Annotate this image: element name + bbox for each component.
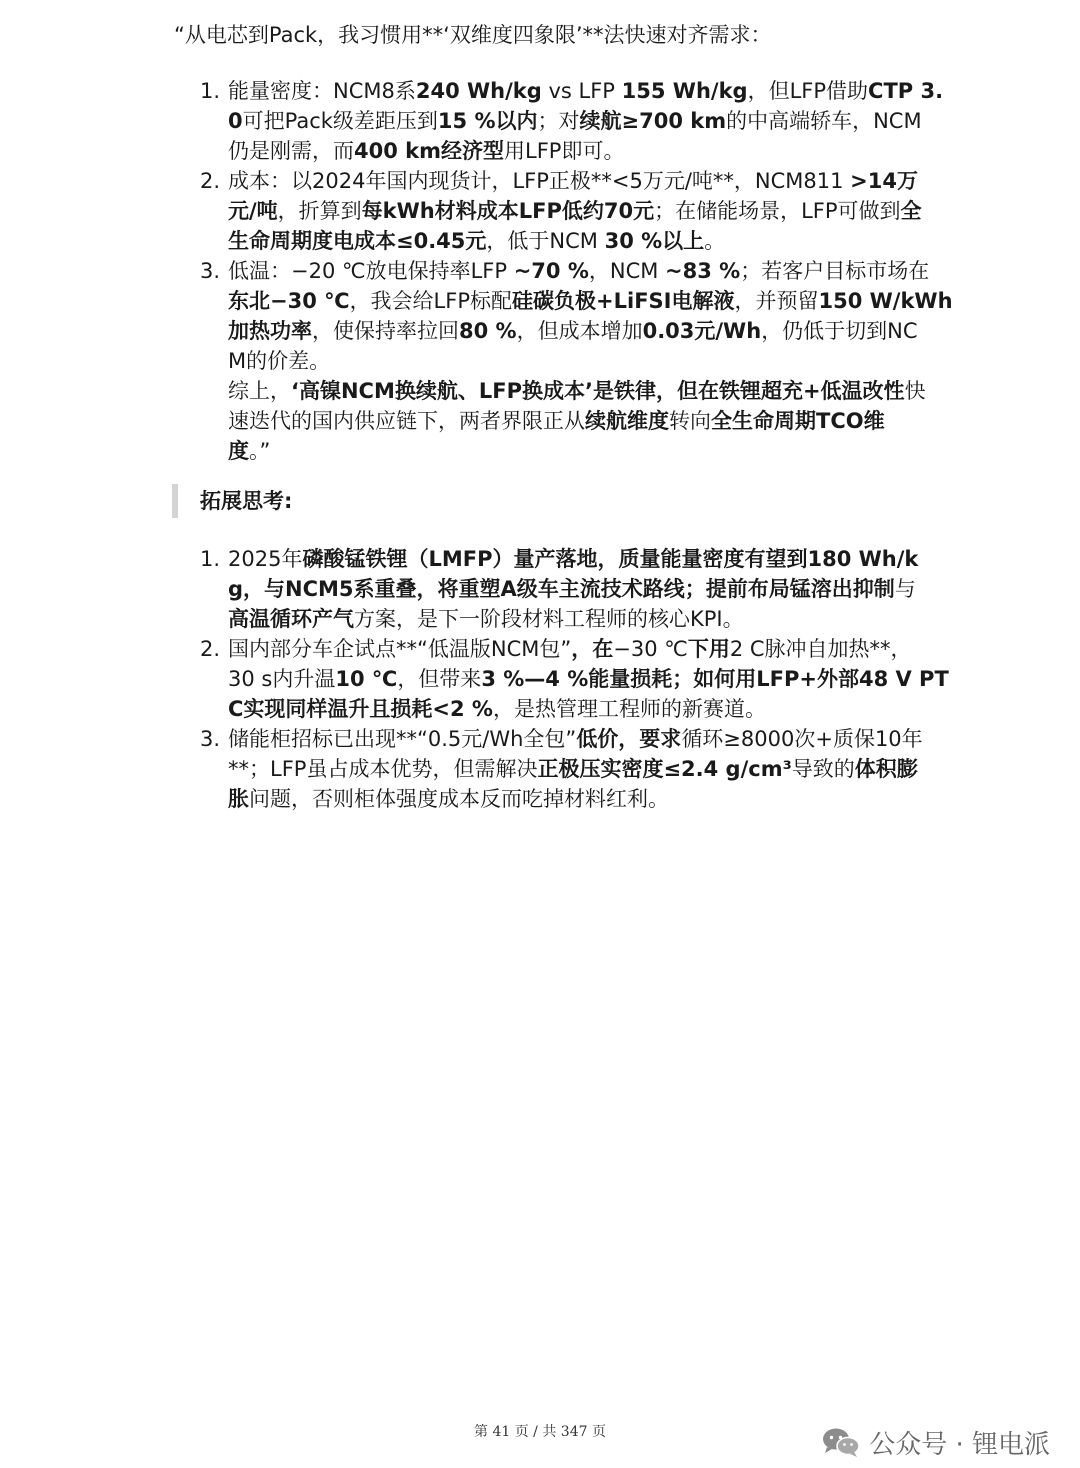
text-run: 低温：−20 ℃放电保持率LFP bbox=[228, 259, 514, 283]
bold-text: CTP 3. bbox=[868, 79, 944, 103]
text-run: −30 ℃ bbox=[613, 637, 688, 661]
text-run: ，折算到 bbox=[277, 199, 362, 223]
bold-text: g，与NCM5系重叠，将重塑A级车主流技术路线；提前布局锰溶出抑制 bbox=[228, 577, 895, 601]
list-item bbox=[200, 544, 940, 634]
text-line bbox=[228, 316, 940, 346]
text-run: ，仍低于切到NC bbox=[761, 319, 918, 343]
text-run: 仍是刚需，而 bbox=[228, 139, 354, 163]
section-heading: 拓展思考: bbox=[172, 484, 292, 518]
bold-text: 高温循环产气 bbox=[228, 607, 354, 631]
text-line bbox=[228, 136, 940, 166]
list-item-number: 1. bbox=[200, 79, 221, 103]
bold-text: 胀 bbox=[228, 787, 249, 811]
bold-text: 正极压实密度≤2.4 g/cm³ bbox=[537, 757, 792, 781]
extended-thinking-list bbox=[200, 544, 949, 814]
text-line bbox=[228, 196, 940, 226]
text-run: 循环≥8000次+质保10年 bbox=[681, 727, 923, 751]
bold-text: 15 %以内 bbox=[437, 109, 538, 133]
list-item bbox=[200, 256, 953, 466]
bold-text: 生命周期度电成本≤0.45元 bbox=[228, 229, 487, 253]
text-run: ，使保持率拉回 bbox=[312, 319, 459, 343]
text-line bbox=[228, 604, 940, 634]
text-line bbox=[228, 634, 940, 664]
bold-text: 元/吨 bbox=[228, 199, 278, 223]
text-run: **；LFP虽占成本优势，但需解决 bbox=[228, 757, 538, 781]
bold-text: 全 bbox=[900, 199, 922, 223]
watermark-text: 公众号 · 锂电派 bbox=[869, 1429, 1050, 1460]
text-run: 导致的 bbox=[791, 757, 855, 781]
bold-text: 150 W/kWh bbox=[818, 289, 953, 313]
text-run: 。” bbox=[249, 439, 271, 463]
bold-text: ~83 % bbox=[665, 259, 741, 283]
bold-text: 续航≥700 km bbox=[579, 109, 727, 133]
bold-text: 10 ℃ bbox=[335, 667, 398, 691]
text-run: 用LFP即可。 bbox=[504, 139, 625, 163]
intro-paragraph: “从电芯到Pack，我习惯用**‘双维度四象限’**法快速对齐需求： bbox=[174, 23, 772, 47]
text-run: 储能柜招标已出现**“0.5元/Wh全包” bbox=[228, 727, 577, 751]
text-line bbox=[228, 754, 940, 784]
text-run: 国内部分车企试点**“低温版NCM包” bbox=[228, 637, 572, 661]
bold-text: 体积膨 bbox=[854, 757, 918, 781]
text-line bbox=[228, 406, 940, 436]
text-run: ；对 bbox=[537, 109, 580, 133]
text-run: 转向 bbox=[669, 409, 711, 433]
text-run: 2025年 bbox=[228, 547, 303, 571]
text-line bbox=[228, 166, 940, 196]
text-line bbox=[228, 784, 940, 814]
text-line bbox=[228, 376, 940, 406]
text-run: ；在储能场景，LFP可做到 bbox=[654, 199, 901, 223]
bold-text: 80 % bbox=[459, 319, 517, 343]
list-item-number: 2. bbox=[200, 169, 221, 193]
text-run: ，但成本增加 bbox=[516, 319, 643, 343]
text-run: 方案，是下一阶段材料工程师的核心KPI。 bbox=[354, 607, 744, 631]
bold-text: 加热功率 bbox=[228, 319, 312, 343]
text-line bbox=[228, 694, 940, 724]
text-line bbox=[228, 544, 940, 574]
text-line bbox=[228, 574, 940, 604]
text-run: ；若客户目标市场在 bbox=[740, 259, 930, 283]
text-run: 可把Pack级差距压到 bbox=[242, 109, 438, 133]
bold-text: 400 km经济型 bbox=[354, 139, 504, 163]
text-run: 问题，否则柜体强度成本反而吃掉材料红利。 bbox=[249, 787, 669, 811]
bold-text: 240 Wh/kg bbox=[415, 79, 542, 103]
text-run: ，但LFP借助 bbox=[747, 79, 869, 103]
text-run: ，但带来 bbox=[397, 667, 482, 691]
text-line bbox=[228, 76, 944, 106]
text-run: 的中高端轿车，NCM bbox=[726, 109, 922, 133]
list-item bbox=[200, 724, 940, 814]
text-run: 30 s内升温 bbox=[228, 667, 336, 691]
text-run: ，并预留 bbox=[734, 289, 819, 313]
bold-text: 续航维度 bbox=[585, 409, 669, 433]
page-number: 第 41 页 / 共 347 页 bbox=[474, 1424, 606, 1440]
text-run: M的价差。 bbox=[228, 349, 331, 373]
bold-text: C实现同样温升且损耗<2 % bbox=[228, 697, 493, 721]
bold-text: 东北−30 ℃ bbox=[228, 289, 350, 313]
list-item-number: 1. bbox=[200, 547, 221, 571]
text-run: 与 bbox=[894, 577, 916, 601]
text-run: ，NCM bbox=[588, 259, 666, 283]
list-item-number: 3. bbox=[200, 727, 221, 751]
bold-text: ~70 % bbox=[513, 259, 589, 283]
bold-text: 硅碳负极+LiFSI电解液 bbox=[512, 289, 735, 313]
text-run: 综上， bbox=[228, 379, 291, 403]
text-line bbox=[228, 106, 940, 136]
bold-text: 155 Wh/kg bbox=[621, 79, 748, 103]
bold-text: 0.03元/Wh bbox=[642, 319, 762, 343]
text-run: ，是热管理工程师的新赛道。 bbox=[492, 697, 766, 721]
comparison-list bbox=[200, 76, 953, 466]
bold-text: 度 bbox=[228, 439, 249, 463]
text-run: ，我会给LFP标配 bbox=[349, 289, 513, 313]
text-line bbox=[228, 436, 940, 466]
list-item-number: 3. bbox=[200, 259, 221, 283]
text-run: ，低于NCM bbox=[486, 229, 605, 253]
bold-text: 30 %以上 bbox=[604, 229, 705, 253]
text-line bbox=[228, 664, 949, 694]
text-run: 快 bbox=[904, 379, 926, 403]
bold-text: 低价，要求 bbox=[576, 727, 682, 751]
list-item bbox=[200, 166, 940, 256]
bold-text: ，在 bbox=[571, 637, 614, 661]
wechat-logo-icon bbox=[821, 1426, 861, 1458]
list-item bbox=[200, 76, 944, 166]
watermark bbox=[821, 1424, 1050, 1460]
bold-text: 下用 bbox=[687, 637, 730, 661]
list-item bbox=[200, 634, 949, 724]
bold-text: 磷酸锰铁锂（LMFP）量产落地，质量能量密度有望到180 Wh/k bbox=[302, 547, 919, 571]
text-line bbox=[228, 724, 940, 754]
text-run: 能量密度：NCM8系 bbox=[228, 79, 416, 103]
text-run: vs LFP bbox=[541, 79, 622, 103]
text-line bbox=[228, 286, 953, 316]
text-run: 速迭代的国内供应链下，两者界限正从 bbox=[228, 409, 585, 433]
text-run: 2 C脉冲自加热**， bbox=[729, 637, 912, 661]
bold-text: 全生命周期TCO维 bbox=[711, 409, 885, 433]
bold-text: >14万 bbox=[850, 169, 918, 193]
list-item-number: 2. bbox=[200, 637, 221, 661]
bold-text: 3 %—4 %能量损耗；如何用LFP+外部48 V PT bbox=[481, 667, 949, 691]
bold-text: ‘高镍NCM换续航、LFP换成本’是铁律，但在铁锂超充+低温改性 bbox=[291, 379, 905, 403]
bold-text: 每kWh材料成本LFP低约70元 bbox=[361, 199, 655, 223]
text-run: 。 bbox=[704, 229, 726, 253]
text-line bbox=[228, 256, 940, 286]
text-run: 成本：以2024年国内现货计，LFP正极**<5万元/吨**，NCM811 bbox=[228, 169, 851, 193]
bold-text: 0 bbox=[228, 109, 243, 133]
text-line bbox=[228, 346, 940, 376]
text-line bbox=[228, 226, 940, 256]
